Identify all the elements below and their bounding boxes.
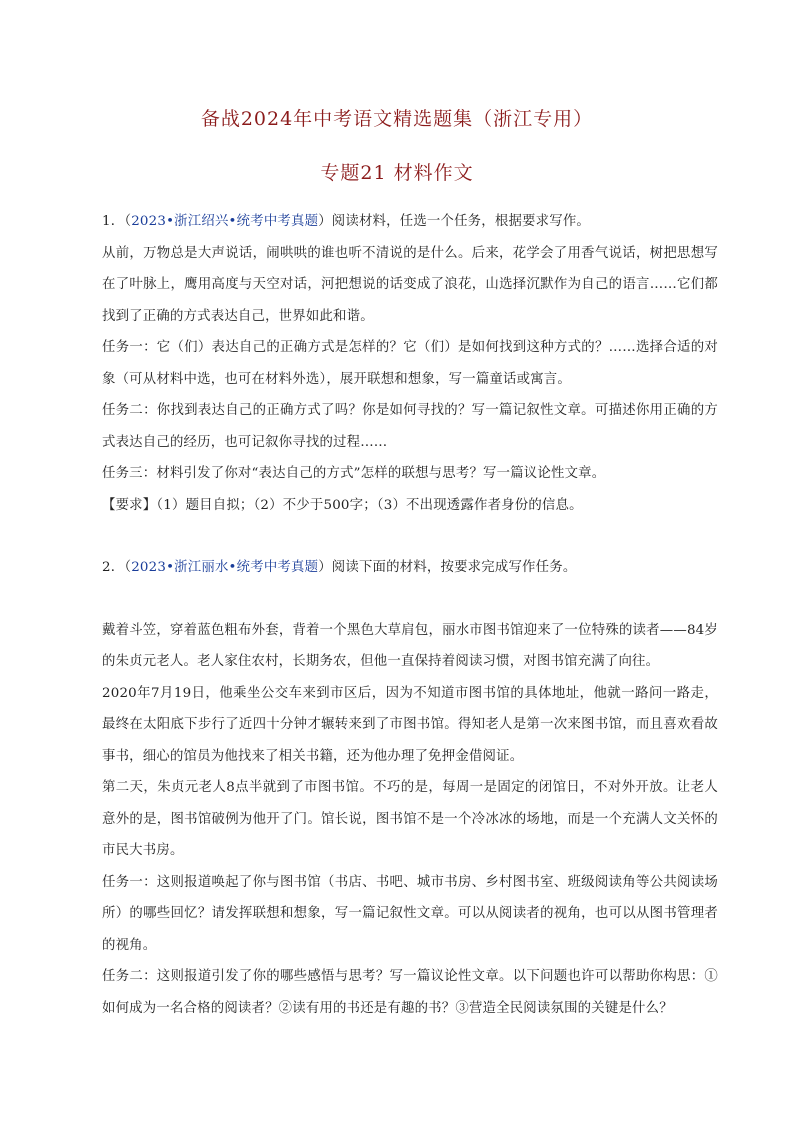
source-open-paren: （ — [124, 560, 132, 575]
question-1-header — [102, 206, 718, 238]
task-two: 任务二：这则报道引发了你的哪些感悟与思考？写一篇议论性文章。以下问题也许可以帮助你构思：①如何成为一名合格的阅读者？②读有用的书还是有趣的书？③营造全民阅读氛围的关键是什么？ — [102, 969, 718, 1016]
question-2-header — [102, 552, 718, 584]
spacer — [102, 521, 718, 552]
news-paragraph-1: 戴着斗笠，穿着蓝色粗布外套，背着一个黑色大草肩包，丽水市图书馆迎来了一位特殊的读者——84岁的朱贞元老人。老人家住农村，长期务农，但他一直保持着阅读习惯，对图书馆充满了向往。 — [102, 622, 718, 669]
question-prompt: 阅读下面的材料，按要求完成写作任务。 — [331, 560, 577, 575]
task-one: 任务一：这则报道唤起了你与图书馆（书店、书吧、城市书房、乡村图书室、班级阅读角等公共阅读场所）的哪些回忆？请发挥联想和想象，写一篇记叙性文章。可以从阅读者的视角，也可以从图书管理者的视角。 — [102, 874, 718, 953]
question-number: 2． — [102, 560, 125, 575]
news-paragraph-2: 2020年7月19日，他乘坐公交车来到市区后，因为不知道市图书馆的具体地址，他就一路问一路走，最终在太阳底下步行了近四十分钟才辗转来到了市图书馆。得知老人是第一次来图书馆，而且喜欢看故事书，细心的馆员为他找来了相关书籍，还为他办理了免押金借阅证。 — [102, 685, 718, 764]
question-source: 2023•浙江丽水•统考中考真题 — [131, 560, 319, 575]
document-title: 备战2024年中考语文精选题集（浙江专用） — [200, 108, 594, 130]
source-open-paren: （ — [124, 214, 132, 229]
question-prompt: 阅读材料，任选一个任务，根据要求写作。 — [331, 214, 591, 229]
material-paragraph: 从前，万物总是大声说话，闹哄哄的谁也听不清说的是什么。后来，花学会了用香气说话，树把思想写在了叶脉上，鹰用高度与天空对话，河把想说的话变成了浪花，山选择沉默作为自己的语言……它们都找到了正确的方式表达自己，世界如此和谐。 — [102, 245, 718, 324]
news-paragraph-3: 第二天，朱贞元老人8点半就到了市图书馆。不巧的是，每周一是固定的闭馆日，不对外开放。让老人意外的是，图书馆破例为他开了门。馆长说，图书馆不是一个冷冰冰的场地，而是一个充满人文关怀的市民大书房。 — [102, 780, 718, 858]
source-close-paren: ） — [318, 214, 332, 229]
question-content — [102, 206, 718, 1024]
spacer — [102, 584, 718, 615]
topic-title: 专题21 材料作文 — [320, 162, 474, 184]
task-three: 任务三：材料引发了你对“表达自己的方式”怎样的联想与思考？写一篇议论性文章。 — [102, 466, 606, 481]
question-source: 2023•浙江绍兴•统考中考真题 — [131, 214, 319, 229]
requirements: 【要求】（1）题目自拟；（2）不少于500字；（3）不出现透露作者身份的信息。 — [102, 497, 583, 513]
task-one: 任务一：它（们）表达自己的正确方式是怎样的？它（们）是如何找到这种方式的？……选择合适的对象（可从材料中选，也可在材料外选），展开联想和想象，写一篇童话或寓言。 — [102, 340, 718, 387]
source-close-paren: ） — [318, 560, 332, 575]
question-number: 1． — [102, 214, 125, 229]
task-two: 任务二：你找到表达自己的正确方式了吗？你是如何寻找的？写一篇记叙性文章。可描述你用正确的方式表达自己的经历，也可记叙你寻找的过程…… — [102, 403, 718, 450]
